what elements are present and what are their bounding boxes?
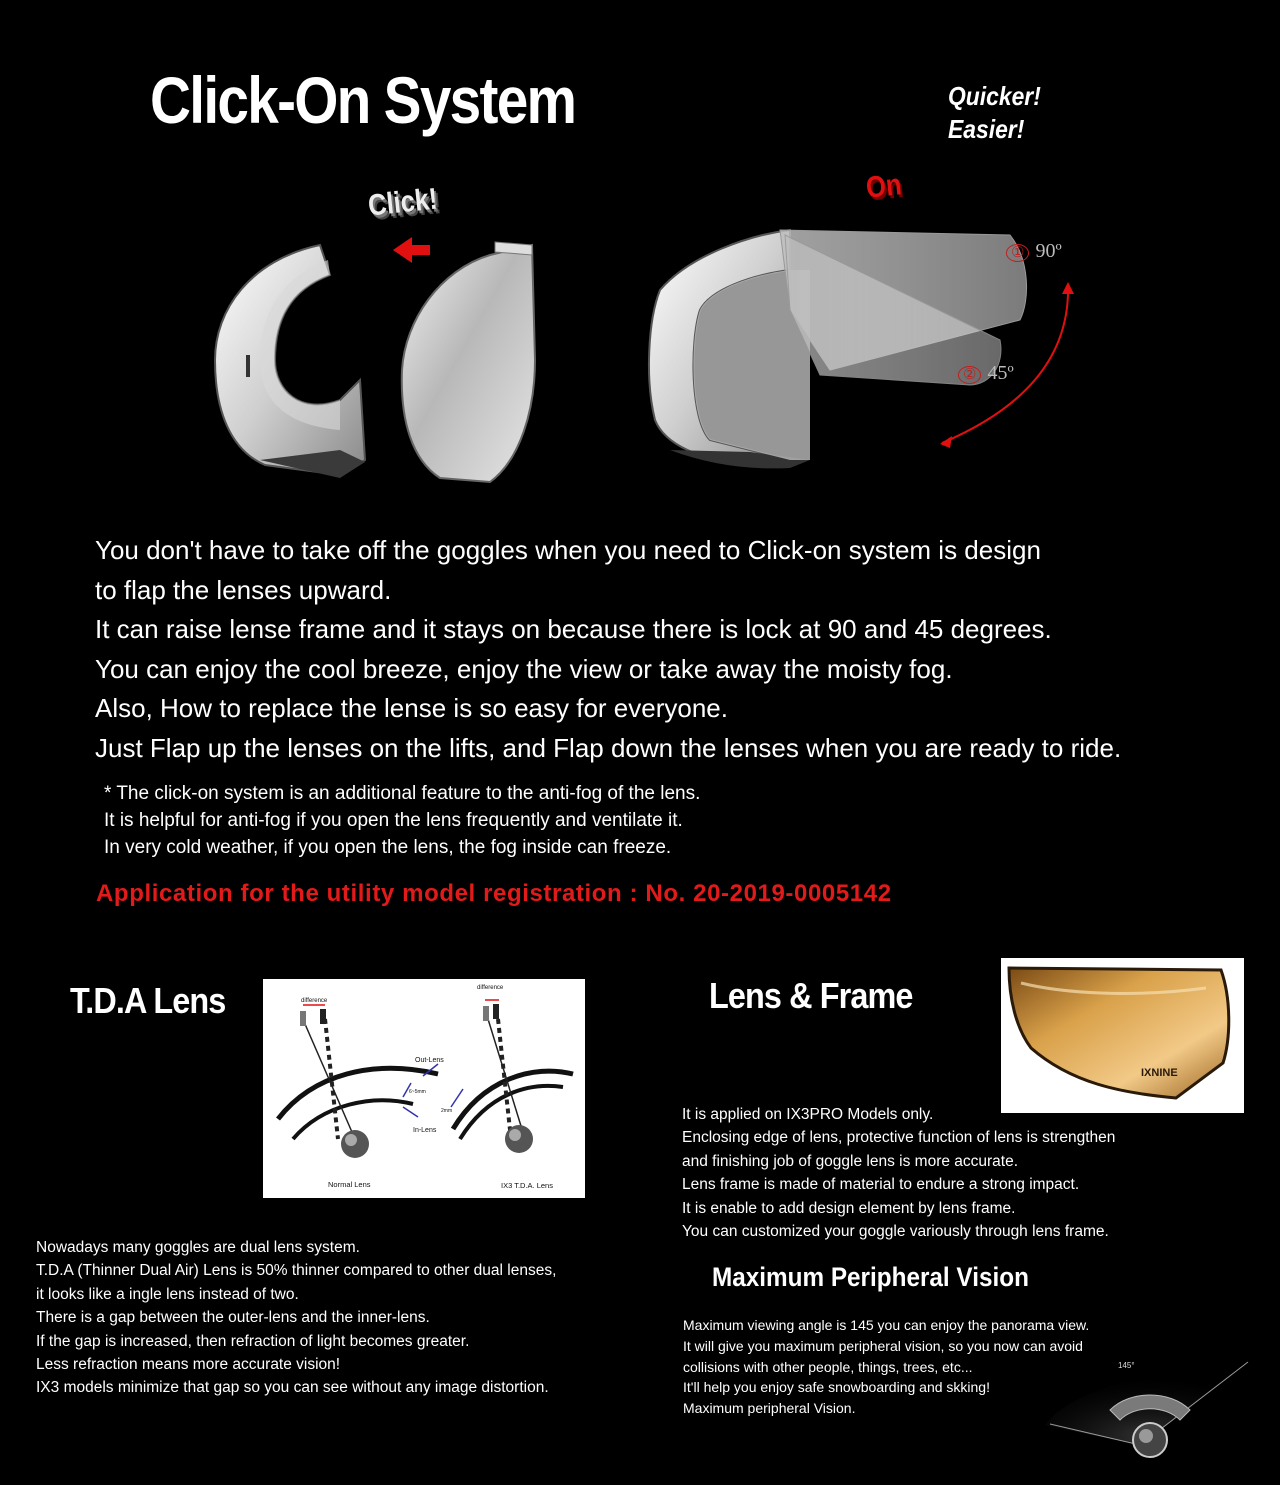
tda-description (36, 1236, 556, 1400)
angle-90-marker: ① (1006, 244, 1029, 262)
main-description-line: Just Flap up the lenses on the lifts, and Flap down the lenses when you are ready to ride. (95, 732, 1122, 763)
angle-90-text: 90º (1035, 240, 1062, 262)
tagline (948, 80, 1041, 146)
tda-line: IX3 models minimize that gap so you can see without any image distortion. (36, 1379, 549, 1397)
difference-label-ix3: difference (477, 985, 504, 991)
note-line: In very cold weather, if you open the lens, the fog inside can freeze. (104, 837, 672, 858)
tda-title: T.D.A Lens (70, 980, 226, 1021)
mpv-description (683, 1315, 1089, 1419)
lens-frame-line: It is enable to add design element by lens frame. (682, 1199, 1016, 1217)
main-description-line: You can enjoy the cool breeze, enjoy the view or take away the moisty fog. (95, 653, 953, 684)
lens-frame-line: and finishing job of goggle lens is more accurate. (682, 1152, 1019, 1170)
click-arrow-icon (393, 237, 430, 263)
main-description-line: It can raise lense frame and it stays on because there is lock at 90 and 45 degrees. (95, 614, 1052, 645)
lens-frame-description (682, 1103, 1115, 1243)
note-line: It is helpful for anti-fog if you open the lens frequently and ventilate it. (104, 810, 683, 831)
brand-logo: IXNINE (1141, 1067, 1178, 1079)
tda-line: If the gap is increased, then refraction of light becomes greater. (36, 1332, 470, 1350)
ix3-lens-figure (451, 1000, 573, 1153)
page-title: Click-On System (150, 63, 576, 137)
lens-frame-photo (1001, 958, 1244, 1113)
mpv-line: Maximum peripheral Vision. (683, 1400, 856, 1417)
note-line: * The click-on system is an additional feature to the anti-fog of the lens. (104, 783, 701, 804)
difference-label-normal: difference (301, 998, 328, 1004)
registration-number: Application for the utility model registration : No. 20-2019-0005142 (96, 880, 892, 907)
tda-line: Less refraction means more accurate vision! (36, 1356, 341, 1374)
lens-frame-line: You can customized your goggle variously through lens frame. (682, 1223, 1109, 1241)
angle-90-label (1006, 240, 1062, 263)
tda-line: T.D.A (Thinner Dual Air) Lens is 50% thinner compared to other dual lenses, (36, 1262, 557, 1280)
angle-45-text: 45º (987, 362, 1014, 384)
mpv-title: Maximum Peripheral Vision (712, 1262, 1029, 1292)
main-description-line: to flap the lenses upward. (95, 574, 392, 605)
click-label: Click! (366, 182, 440, 223)
mpv-line: It'll help you enjoy safe snowboarding and skking! (683, 1379, 990, 1396)
mpv-line: It will give you maximum peripheral vision, so you now can avoid (683, 1337, 1083, 1354)
lens-frame-line: Lens frame is made of material to endure a strong impact. (682, 1176, 1080, 1194)
gap-normal-label: 6~5mm (409, 1089, 426, 1095)
ix3-lens-caption: IX3 T.D.A. Lens (501, 1181, 553, 1190)
on-label: On (864, 168, 904, 205)
mpv-line: Maximum viewing angle is 145 you can enjoy the panorama view. (683, 1317, 1090, 1333)
tda-line: There is a gap between the outer-lens and the inner-lens. (36, 1309, 430, 1327)
tda-line: it looks like a ingle lens instead of two. (36, 1285, 299, 1303)
goggle-lens-detached (402, 242, 535, 482)
tda-diagram (263, 979, 585, 1198)
anti-fog-note (104, 780, 700, 861)
lens-frame-line: Enclosing edge of lens, protective function of lens is strengthen (682, 1129, 1116, 1147)
normal-lens-figure (278, 1005, 438, 1158)
lens-frame-title: Lens & Frame (709, 975, 913, 1016)
main-description (95, 531, 1245, 769)
mpv-line: collisions with other people, things, trees, etc... (683, 1358, 973, 1375)
tagline-easier: Easier! (948, 114, 1025, 144)
angle-45-label (958, 362, 1014, 385)
angle-45-marker: ② (958, 366, 981, 384)
normal-lens-caption: Normal Lens (328, 1180, 371, 1189)
peripheral-vision-figure (1040, 1350, 1265, 1480)
out-lens-label: Out-Lens (415, 1057, 444, 1064)
main-description-line: Also, How to replace the lense is so easy for everyone. (95, 693, 728, 724)
main-description-line: You don't have to take off the goggles when you need to Click-on system is design (95, 535, 1041, 565)
click-on-illustration (190, 160, 1090, 500)
tagline-quicker: Quicker! (948, 81, 1041, 111)
goggle-frame-detached (215, 245, 365, 478)
tda-line: Nowadays many goggles are dual lens system. (36, 1239, 360, 1256)
gap-ix3-label: 2mm (441, 1108, 453, 1114)
lens-frame-line: It is applied on IX3PRO Models only. (682, 1106, 934, 1123)
in-lens-label: In-Lens (413, 1127, 437, 1134)
angle-145-label: 145° (1118, 1361, 1135, 1370)
